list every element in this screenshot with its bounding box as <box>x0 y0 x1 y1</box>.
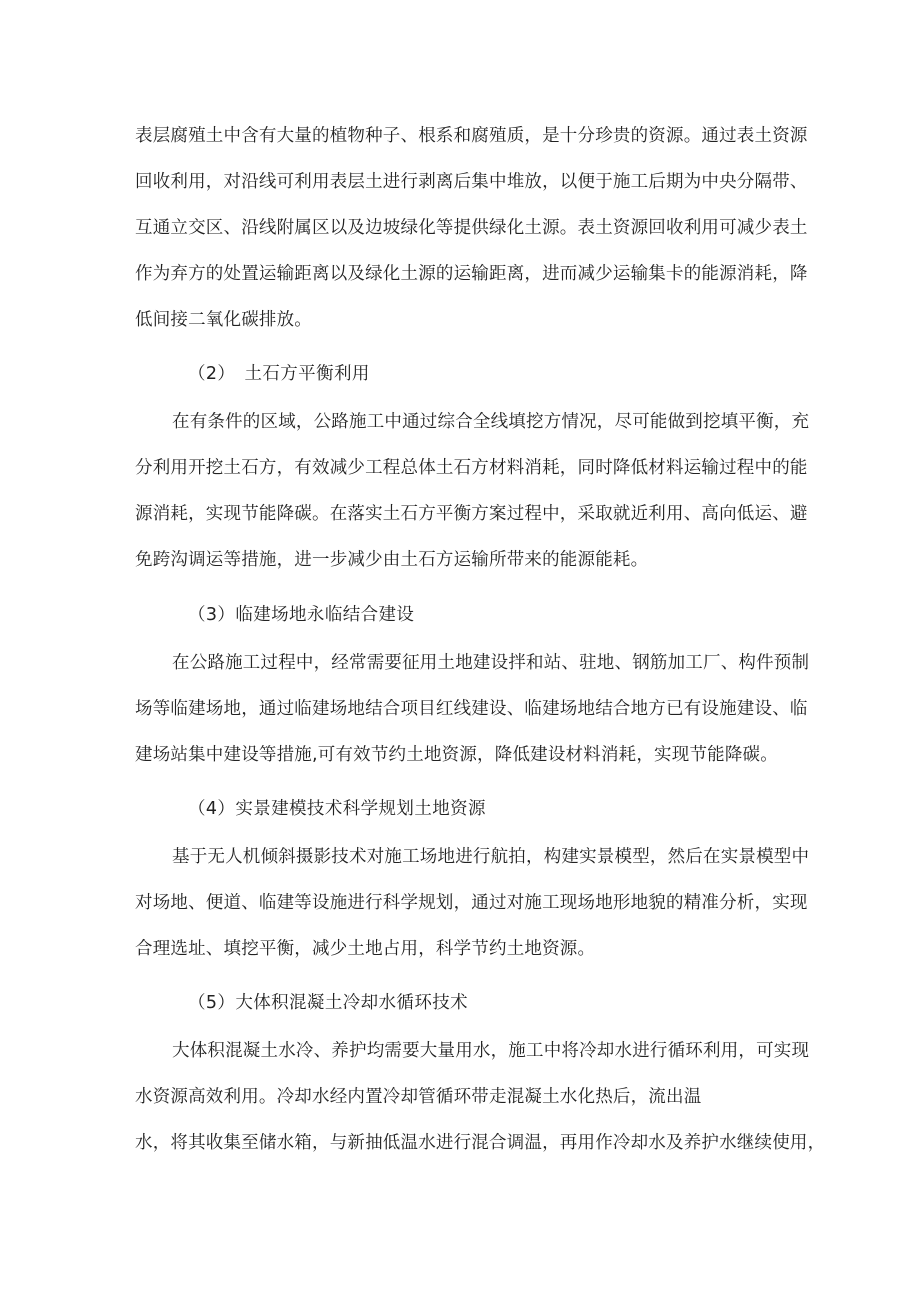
paragraph-2-line-1: 在有条件的区域，公路施工中通过综合全线填挖方情况，尽可能做到挖填平衡，充 <box>172 412 810 432</box>
heading-5: （5）大体积混凝土冷却水循环技术 <box>188 993 469 1013</box>
paragraph-3-line-1: 在公路施工过程中，经常需要征用土地建设拌和站、驻地、钢筋加工厂、构件预制 <box>172 653 810 673</box>
paragraph-4-line-3: 合理选址、填挖平衡，减少土地占用，科学节约土地资源。 <box>135 939 596 959</box>
paragraph-3-line-3: 建场站集中建设等措施,可有效节约土地资源，降低建设材料消耗，实现节能降碳。 <box>135 745 778 765</box>
paragraph-1-line-3: 互通立交区、沿线附属区以及边坡绿化等提供绿化土源。表土资源回收利用可减少表土 <box>135 218 808 238</box>
paragraph-2-line-4: 免跨沟调运等措施，进一步减少由土石方运输所带来的能源能耗。 <box>135 550 649 570</box>
paragraph-2-line-3: 源消耗，实现节能降碳。在落实土石方平衡方案过程中，采取就近利用、高向低运、避 <box>135 504 808 524</box>
heading-3: （3）临建场地永临结合建设 <box>188 605 415 625</box>
paragraph-4-line-2: 对场地、便道、临建等设施进行科学规划，通过对施工现场地形地貌的精准分析，实现 <box>135 893 808 913</box>
paragraph-3-line-2: 场等临建场地，通过临建场地结合项目红线建设、临建场地结合地方已有设施建设、临 <box>135 699 808 719</box>
paragraph-5-line-3: 水，将其收集至储水箱，与新抽低温水进行混合调温，再用作冷却水及养护水继续使用， <box>135 1133 826 1153</box>
paragraph-1-line-1: 表层腐殖土中含有大量的植物种子、根系和腐殖质，是十分珍贵的资源。通过表土资源 <box>135 126 808 146</box>
paragraph-5-line-1: 大体积混凝土水冷、养护均需要大量用水，施工中将冷却水进行循环利用，可实现 <box>172 1041 810 1061</box>
paragraph-1-line-2: 回收利用，对沿线可利用表层土进行剥离后集中堆放，以便于施工后期为中央分隔带、 <box>135 172 808 192</box>
paragraph-4-line-1: 基于无人机倾斜摄影技术对施工场地进行航拍，构建实景模型，然后在实景模型中 <box>172 847 810 867</box>
heading-2: （2） 土石方平衡利用 <box>188 364 370 384</box>
paragraph-5-line-2: 水资源高效利用。冷却水经内置冷却管循环带走混凝土水化热后，流出温 <box>135 1087 702 1107</box>
heading-4: （4）实景建模技术科学规划土地资源 <box>188 799 486 819</box>
paragraph-2-line-2: 分利用开挖土石方，有效减少工程总体土石方材料消耗，同时降低材料运输过程中的能 <box>135 458 808 478</box>
paragraph-1-line-4: 作为弃方的处置运输距离以及绿化土源的运输距离，进而减少运输集卡的能源消耗，降 <box>135 264 808 284</box>
paragraph-1-line-5: 低间接二氧化碳排放。 <box>135 310 312 330</box>
